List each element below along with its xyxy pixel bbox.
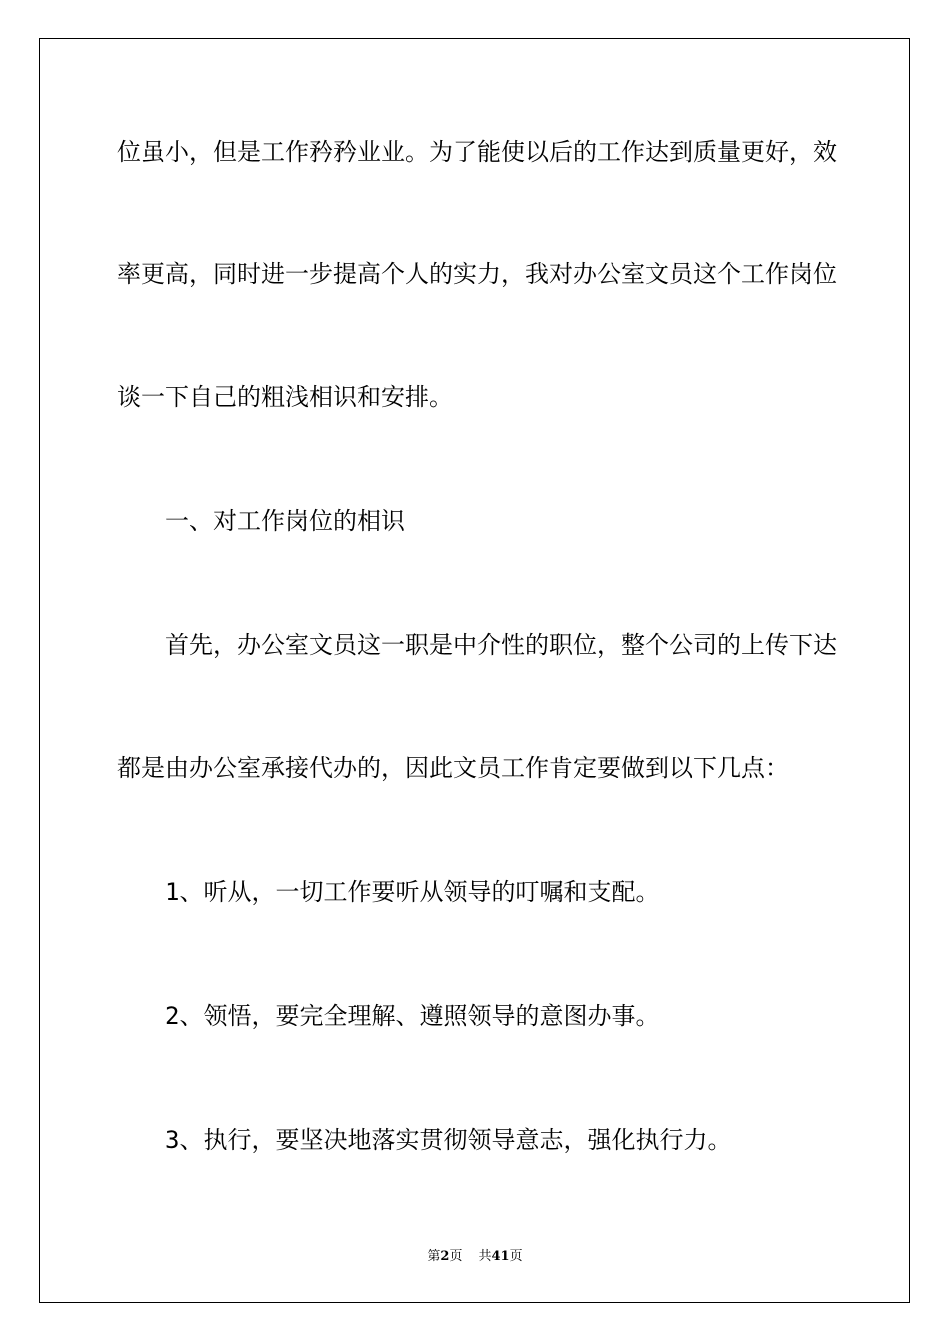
section-heading: 一、对工作岗位的相识 xyxy=(165,507,405,535)
page-number: 2 xyxy=(440,1249,450,1264)
paragraph-line: 谈一下自己的粗浅相识和安排。 xyxy=(117,383,453,411)
page-prefix: 第 xyxy=(427,1249,441,1264)
list-item: 3、执行，要坚决地落实贯彻领导意志，强化执行力。 xyxy=(165,1126,732,1154)
paragraph-line: 率更高，同时进一步提高个人的实力，我对办公室文员这个工作岗位 xyxy=(117,260,837,288)
page-suffix: 页 xyxy=(449,1249,463,1264)
total-prefix: 共 xyxy=(478,1249,492,1264)
paragraph-line: 都是由办公室承接代办的，因此文员工作肯定要做到以下几点： xyxy=(117,754,789,782)
total-pages: 41 xyxy=(491,1249,510,1264)
page-footer xyxy=(0,1248,950,1266)
page-border xyxy=(39,38,910,1303)
paragraph-line: 位虽小，但是工作矜矜业业。为了能使以后的工作达到质量更好，效 xyxy=(117,138,837,166)
total-suffix: 页 xyxy=(509,1249,523,1264)
list-item: 1、听从，一切工作要听从领导的叮嘱和支配。 xyxy=(165,878,660,906)
paragraph-line: 首先，办公室文员这一职是中介性的职位，整个公司的上传下达 xyxy=(165,631,837,659)
list-item: 2、领悟，要完全理解、遵照领导的意图办事。 xyxy=(165,1002,660,1030)
